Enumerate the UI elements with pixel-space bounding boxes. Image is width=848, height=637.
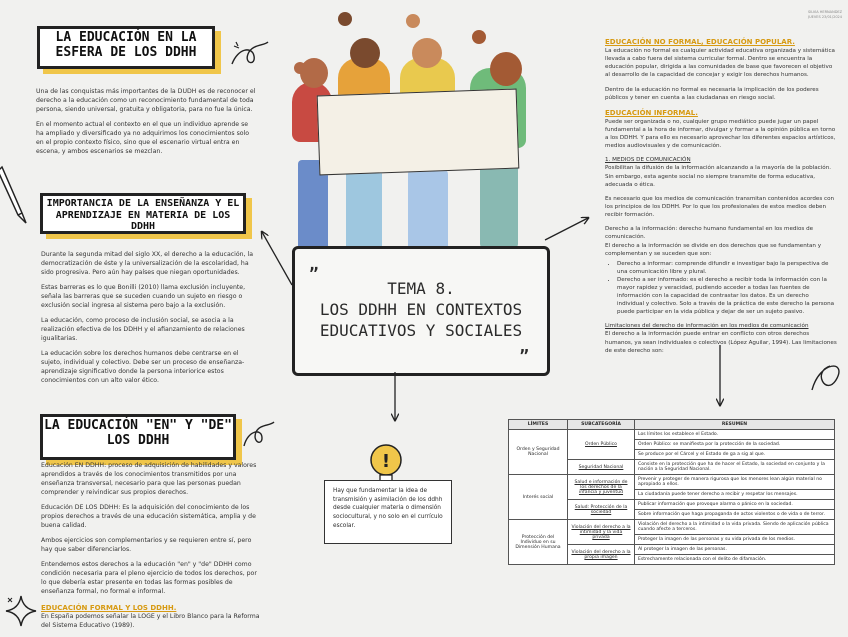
limit-cell: Orden y Seguridad Nacional <box>509 430 568 475</box>
svg-text:!: ! <box>381 451 391 472</box>
right-paragraph-5: Es necesario que los medios de comunicación transmitan contenidos acordes con los principios de los DDHH. Por lo que los profesionales de estos medios deben recibir formación. <box>605 195 835 219</box>
left-paragraph-3: Durante la segunda mitad del siglo XX, el derecho a la educación, la democratización de éste y la universalización de la escolaridad, ha sido progresiva. Pero aún hay países que niegan oportunidades. <box>41 251 254 276</box>
subcategory-cell: Orden Público <box>568 430 635 460</box>
left-paragraph-9: Ambos ejercicios son complementarios y se requieren entre sí, pero hay que saber diferenciarlos. <box>41 536 252 553</box>
heading-importance-text: IMPORTANCIA DE LA ENSEÑANZA Y EL APRENDIZAJE EN MATERIA DE LOS DDHH <box>46 198 240 232</box>
subcategory-cell: Salud: Protección de la sociedad <box>568 500 635 520</box>
formal-education-title: EDUCACIÓN FORMAL Y LOS DDHH. <box>41 603 177 612</box>
summary-cell: Los límites los establece el Estado. <box>635 430 835 440</box>
summary-cell: Al proteger la imagen de las personas. <box>635 545 835 555</box>
topic-line-3: EDUCATIVOS Y SOCIALES <box>319 321 523 340</box>
bulb-note-text: Hay que fundamentar la idea de transmisión y asimilación de los ddhh desde cualquier materia o dimensión sociocultural, y no solo en el currículo escolar. <box>333 488 443 529</box>
formal-education-text: En España podemos señalar la LOGE y el Libro Blanco para la Reforma del Sistema Educativo (1989). <box>41 612 260 629</box>
limit-cell: Protección del Individuo en su Dimensión Humana <box>509 520 568 565</box>
information-rights-list <box>605 260 837 317</box>
right-paragraph-4: Posibilitan la difusión de la información alcanzando a la mayoría de la población. Sin embargo, esta agente social no siempre transmite de forma educativa, adecuada o ética. <box>605 165 832 188</box>
right-paragraph-8: El derecho a la información puede entrar en conflicto con otros derechos humanos, ya sean individuales o colectivos (López Aguilar, 1994). Las limitaciones de este derecho son: <box>605 331 837 354</box>
informal-title: EDUCACIÓN INFORMAL. <box>605 108 698 117</box>
right-paragraph-1: La educación no formal es cualquier actividad educativa organizada y sistemática llevada a cabo fuera del sistema curricular formal. Dentro se encuentra la educación popular, dirigida a las comunidades de base que favorecen el objetivo al desarrollo de la capacidad de concejar y exigir los derechos humanos. <box>605 48 835 79</box>
summary-cell: Violación del derecho a la intimidad o la vida privada. Siendo de aplicación pública cuando afecte a terceros. <box>635 520 835 535</box>
heading-education-ddhh-text: LA EDUCACIÓN EN LA ESFERA DE LOS DDHH <box>55 30 197 60</box>
table-row <box>509 430 835 440</box>
left-paragraph-8: Educación DE LOS DDHH: Es la adquisición del conocimiento de los propios derechos a través de una educación sistemática, amplia y de buena calidad. <box>41 503 256 529</box>
col-header-subcategory: SUBCATEGORÍA <box>568 420 635 430</box>
limits-table-container <box>508 419 835 565</box>
left-paragraph-2: En el momento actual el contexto en el que un individuo aprende se ha ampliado y diversificado ya no adquirimos los conocimientos solo en el propio contexto físico, sino que el escenario virtual entra en escena, y ambos escenarios se mezclan. <box>36 120 250 155</box>
limit-cell: Interés social <box>509 475 568 520</box>
right-paragraph-6: Derecho a la información: derecho humano fundamental en los medios de comunicación. <box>605 226 814 241</box>
summary-cell: Se produce por el Cárcel y el Estado de ga a sig al que. <box>635 450 835 460</box>
subcategory-cell: Seguridad Nacional <box>568 460 635 475</box>
summary-cell: La ciudadanía puede tener derecho a recibir y respetar los mensajes. <box>635 490 835 500</box>
non-formal-title: EDUCACIÓN NO FORMAL, EDUCACIÓN POPULAR. <box>605 38 795 46</box>
date-label: JUEVES 23/01/2024 <box>808 14 842 19</box>
summary-cell: Sobre información que haga propaganda de actos violentos o de vida o de terror. <box>635 510 835 520</box>
limitations-title: Limitaciones del derecho de información en los medios de comunicación <box>605 323 809 330</box>
topic-line-1: TEMA 8. <box>387 279 455 298</box>
summary-cell: Proteger la imagen de las personas y su vida privada de los medios. <box>635 535 835 545</box>
right-paragraph-7: El derecho a la información se divide en dos derechos que se fundamentan y complementan y se suceden que son: <box>605 243 822 258</box>
left-paragraph-4: Estas barreras es lo que Bonilli (2010) llama exclusión incluyente, señala las barreras que se suceden cuando un sujeto en riesgo o exclusión social ingresa al sistema pero bajo a la exclusión. <box>41 283 246 309</box>
table-header-row <box>509 420 835 430</box>
left-paragraph-6: La educación sobre los derechos humanos debe centrarse en el sujeto, individual y colectivo. Debe ser un proceso de enseñanza-aprendizaje significativo donde la persona interiorice estos conocimientos con un alto valor ético. <box>41 349 245 384</box>
right-to-inform: • Derecho a informar: comprende difundir e investigar bajo la perspectiva de una comunicación libre y plural. <box>617 260 837 276</box>
right-to-be-informed: • Derecho a ser informado: es el derecho a recibir toda la información con la mayor rapidez y veracidad, pudiendo acceder a todas las fuentes de información con la capacidad de contrastar los datos. Es un derecho individual y colectivo. Solo a través de la práctica de este derecho la persona puede participar en la vida pública y dejar de ser un sujeto pasivo. <box>617 276 837 317</box>
quote-close: ” <box>519 346 529 365</box>
left-paragraph-7: Educación EN DDHH: proceso de adquisición de habilidades y valores aprendidos a través de los conocimientos transmitidos por una enseñanza transversal, necesario para que las personas puedan comprender y reivindicar sus propios derechos. <box>41 462 257 496</box>
heading-en-de-text: LA EDUCACIÓN "EN" Y "DE" LOS DDHH <box>44 418 232 448</box>
left-paragraph-5: La educación, como proceso de inclusión social, se asocia a la realización efectiva de los DDHH y el afianzamiento de relaciones igualitarias. <box>41 316 245 342</box>
summary-cell: Orden Público: se manifiesta por la protección de la sociedad. <box>635 440 835 450</box>
summary-cell: Publicar información que provoque alarma o pánico en la sociedad. <box>635 500 835 510</box>
table-row <box>509 475 835 490</box>
summary-cell: Consiste en la protección que ha de hacer el Estado, la sociedad en conjunto y la nación a la Seguridad Nacional. <box>635 460 835 475</box>
left-paragraph-1: Una de las conquistas más importantes de la DUDH es de reconocer el derecho a la educación como un reconocimiento fundamental de toda persona, siendo universal, gratuita y obligatoria, para no fue la única. <box>36 88 256 113</box>
bulb-note-box <box>324 480 452 544</box>
col-header-limits: LÍMITES <box>509 420 568 430</box>
col-header-summary: RESUMEN <box>635 420 835 430</box>
table-row <box>509 520 835 535</box>
summary-cell: Estrechamente relacionada con el delito de difamación. <box>635 555 835 565</box>
left-paragraph-10: Entendemos estos derechos a la educación "en" y "de" DDHH como condición necesaria para el pleno ejercicio de todos los derechos, por lo que debería estar presente en todas las formas posibles de enseñanza formal, no formal e informal. <box>41 560 257 595</box>
topic-line-2: LOS DDHH EN CONTEXTOS <box>319 300 523 319</box>
right-paragraph-2: Dentro de la educación no formal es necesaria la implicación de los poderes públicos y tener en cuenta a las ciudadanas en riesgo social. <box>605 86 819 101</box>
limits-table <box>508 419 835 565</box>
subcategory-cell: Violación del derecho a la intimidad y la vida privada <box>568 520 635 545</box>
quote-open: „ <box>309 255 319 274</box>
right-column-text <box>605 37 837 361</box>
media-title: 1. MEDIOS DE COMUNICACIÓN <box>605 157 691 164</box>
summary-cell: Prevenir y proteger de manera rigurosa que los menores lean algún material no apropiado a ellos. <box>635 475 835 490</box>
subcategory-cell: Salud e información de los derechos de la infancia y juventud <box>568 475 635 500</box>
right-paragraph-3: Puede ser organizada o no, cualquier grupo mediático puede jugar un papel fundamental a la hora de informar, divulgar y formar a la opinión pública en torno a los DDHH. Y para ello es necesario aprovechar los diferentes espacios artísticos, medios audiovisuales y de comunicación. <box>605 118 836 150</box>
subcategory-cell: Violación del derecho a la propia imagen <box>568 545 635 565</box>
author-name: SILVIA HERNANDEZ <box>808 10 842 14</box>
